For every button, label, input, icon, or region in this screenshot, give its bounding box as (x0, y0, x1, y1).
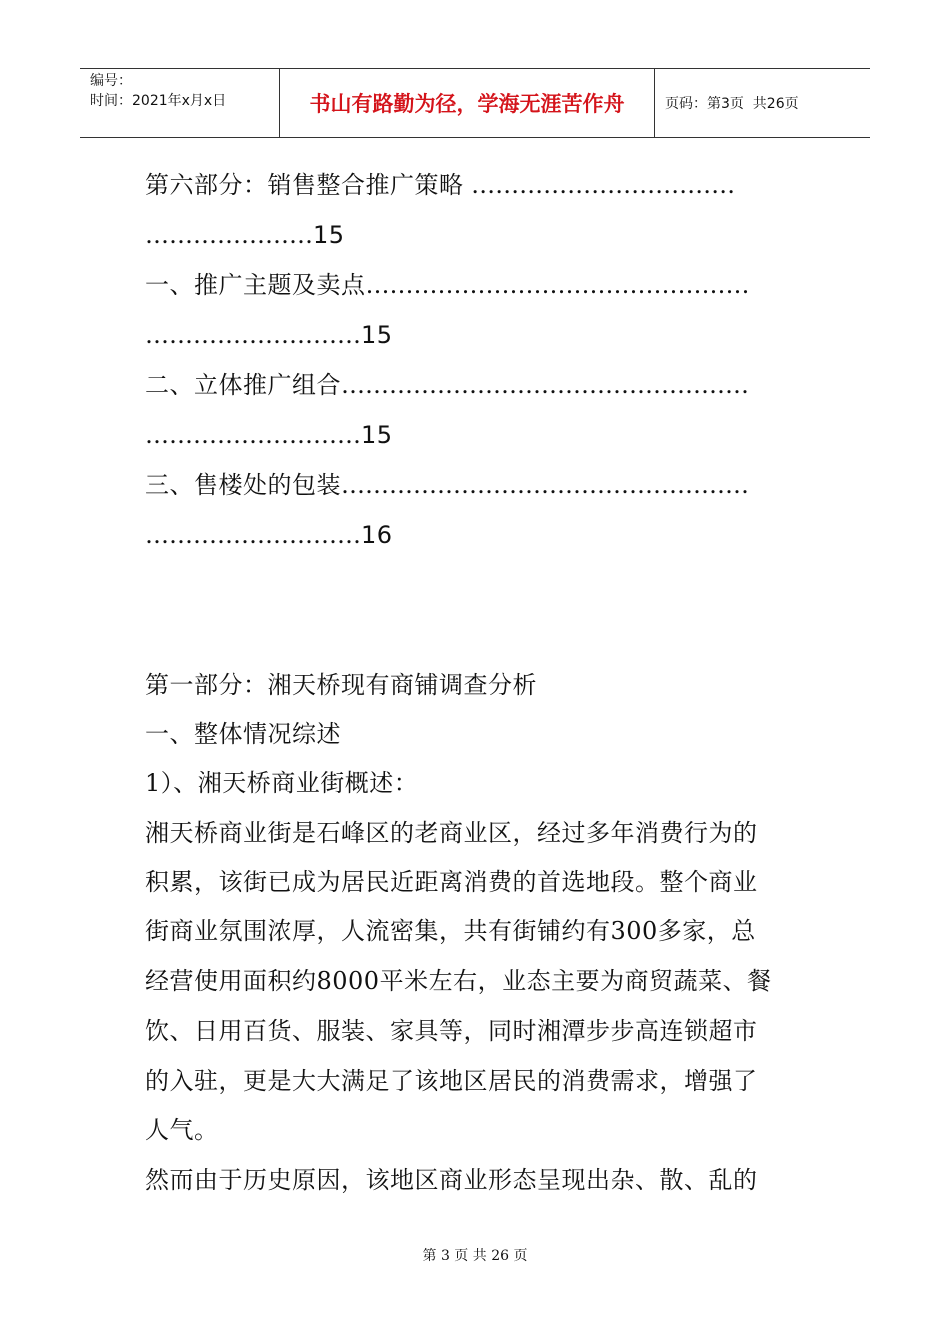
toc-page-number: 15 (361, 321, 393, 349)
toc-leader: ………………………………………… (365, 271, 750, 299)
paragraph-line: 人气。 (145, 1116, 219, 1144)
toc-leader: …………………………………………… (341, 471, 749, 499)
paragraph-line: 然而由于历史原因，该地区商业形态呈现出杂、散、乱的 (145, 1166, 758, 1194)
subsection-title: 1）、湘天桥商业街概述： (145, 769, 419, 797)
header-page-info-text: 页码：第3页 共26页 (665, 96, 799, 112)
header-time-label: 时间：2021年x月x日 (90, 93, 227, 109)
toc-entry-continuation (145, 520, 393, 550)
paragraph-line: 的入驻，更是大大满足了该地区居民的消费需求，增强了 (145, 1067, 758, 1095)
paragraph-line: 饮、日用百货、服装、家具等，同时湘潭步步高连锁超市 (145, 1017, 758, 1045)
toc-entry-title (145, 270, 750, 300)
toc-page-number: 16 (361, 521, 393, 549)
paragraph-line: 湘天桥商业街是石峰区的老商业区，经过多年消费行为的 (145, 819, 758, 847)
toc-leader: ……………………… (145, 321, 361, 349)
toc-leader: …………………………………………… (341, 371, 749, 399)
toc-entry-title (145, 170, 735, 200)
toc-entry-continuation (145, 220, 345, 250)
toc-entry-text: 三、售楼处的包装 (145, 471, 341, 499)
toc-leader: ……………………… (145, 521, 361, 549)
section-title: 一、整体情况综述 (145, 720, 341, 748)
header-motto: 书山有路勤为径，学海无涯苦作舟 (280, 69, 655, 137)
toc-entry-text: 一、推广主题及卖点 (145, 271, 366, 299)
toc-page-number: 15 (313, 221, 345, 249)
toc-entry-text: 第六部分：销售整合推广策略 (145, 171, 464, 199)
document-header (80, 68, 870, 138)
paragraph-line: 经营使用面积约8000平米左右，业态主要为商贸蔬菜、餐 (145, 967, 772, 995)
paragraph-line: 积累，该街已成为居民近距离消费的首选地段。整个商业 (145, 868, 758, 896)
part-title: 第一部分：湘天桥现有商铺调查分析 (145, 671, 537, 699)
toc-leader: ………………… (145, 221, 313, 249)
toc-entry-title (145, 370, 749, 400)
toc-entry-title (145, 470, 749, 500)
header-number-label: 编号： (90, 73, 132, 89)
paragraph-line: 街商业氛围浓厚，人流密集，共有街铺约有300多家，总 (145, 917, 756, 945)
toc-leader: ……………………… (145, 421, 361, 449)
page-footer: 第 3 页 共 26 页 (422, 1248, 528, 1264)
toc-entry-text: 二、立体推广组合 (145, 371, 341, 399)
header-meta (80, 69, 280, 137)
toc-page-number: 15 (361, 421, 393, 449)
toc-entry-continuation (145, 320, 393, 350)
header-page-info (655, 69, 870, 137)
toc-leader: …………………………… (463, 171, 736, 199)
toc-entry-continuation (145, 420, 393, 450)
